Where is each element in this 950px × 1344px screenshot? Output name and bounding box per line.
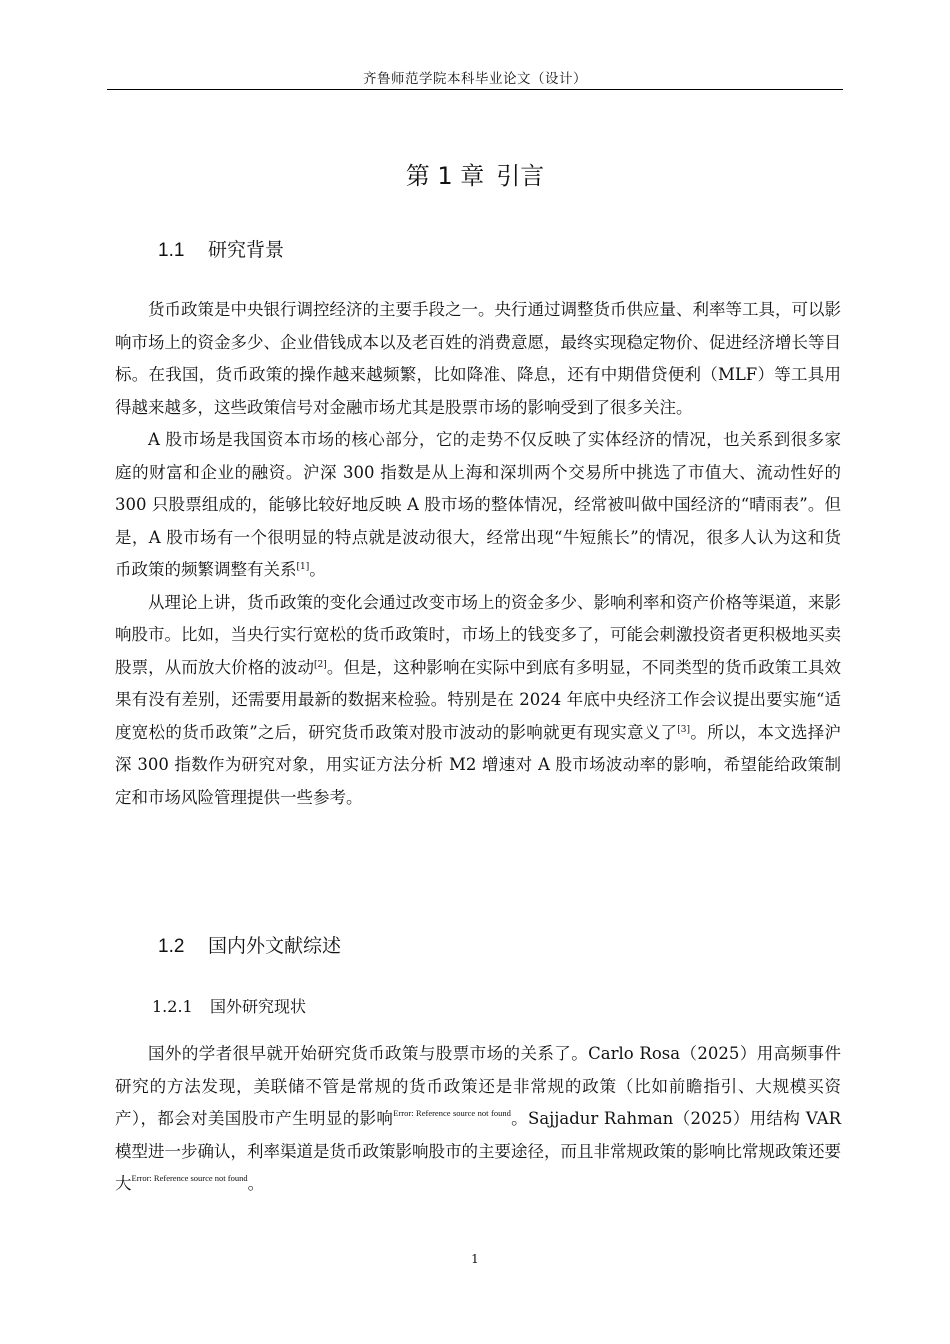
header-rule	[107, 89, 843, 90]
paragraph-text: 。所以，本文选择沪深 300 指数作为研究对象，用实证方法分析 M2 增速对 A 股市场波动率的影响，希望能给政策制定和市场风险管理提供一些参考。	[115, 722, 842, 807]
citation-marker: [2]	[314, 659, 327, 670]
chapter-name: 引言	[496, 162, 545, 190]
paragraph-text: 。	[247, 1174, 265, 1193]
page-number: 1	[471, 1252, 479, 1266]
paragraph-text: 。	[309, 560, 326, 579]
paragraph-text: 货币政策是中央银行调控经济的主要手段之一。央行通过调整货币供应量、利率等工具，可以影响市场上的资金多少、企业借钱成本以及老百姓的消费意愿，最终实现稳定物价、促进经济增长等目标。在我国，货币政策的操作越来越频繁，比如降准、降息，还有中期借贷便利（MLF）等工具用得越来越多，这些政策信号对金融市场尤其是股票市场的影响受到了很多关注。	[115, 300, 841, 417]
chapter-number: 第 1 章	[405, 162, 485, 190]
paragraph	[115, 587, 841, 815]
running-header: 齐鲁师范学院本科毕业论文（设计）	[363, 71, 587, 87]
chapter-title	[107, 156, 843, 196]
section-title: 研究背景	[208, 239, 285, 261]
paragraph	[115, 1038, 841, 1201]
paragraph-text: A 股市场是我国资本市场的核心部分，它的走势不仅反映了实体经济的情况，也关系到很多家庭的财富和企业的融资。沪深 300 指数是从上海和深圳两个交易所中挑选了市值大、流动性好的 300 只股票组成的，能够比较好地反映 A 股市场的整体情况，经常被叫做中国经济的“晴雨表”。但是，A 股市场有一个很明显的特点就是波动很大，经常出现“牛短熊长”的情况，很多人认为这和货币政策的频繁调整有关系	[115, 430, 841, 579]
section-title: 国内外文献综述	[208, 935, 342, 957]
paragraph	[115, 424, 841, 587]
section-heading-1-1	[158, 235, 284, 266]
section-1-1-body	[115, 294, 841, 814]
subsection-1-2-1-body	[115, 1038, 841, 1201]
paragraph-text: 。但是，这种影响在实际中到底有多明显，不同类型的货币政策工具效果有没有差别，还需要用最新的数据来检验。特别是在 2024 年底中央经济工作会议提出要实施“适度宽松的货币政策”之后，研究货币政策对股市波动的影响就更有现实意义了	[115, 657, 842, 742]
section-heading-1-2	[158, 931, 341, 962]
subsection-number: 1.2.1	[152, 997, 193, 1016]
section-number: 1.2	[158, 936, 185, 957]
paragraph-text: 国外的学者很早就开始研究货币政策与股票市场的关系了。Carlo Rosa（2025）用高频事件研究的方法发现，美联储不管是常规的货币政策还是非常规的政策（比如前瞻指引、大规模买资产），都会对美国股市产生明显的影响	[115, 1044, 841, 1128]
reference-error-marker: Error: Reference source not found	[393, 1108, 511, 1118]
citation-marker: [1]	[296, 562, 310, 572]
subsection-heading-1-2-1	[152, 993, 306, 1021]
reference-error-marker: Error: Reference source not found	[131, 1173, 248, 1183]
citation-marker: [3]	[677, 724, 691, 735]
paragraph	[115, 294, 841, 424]
paragraph-text: 从理论上讲，货币政策的变化会通过改变市场上的资金多少、影响利率和资产价格等渠道，来影响股市。比如，当央行实行宽松的货币政策时，市场上的钱变多了，可能会刺激投资者更积极地买卖股票，从而放大价格的波动	[115, 592, 841, 677]
paragraph-text: 。Sajjadur Rahman（2025）用结构 VAR 模型进一步确认，利率渠道是货币政策影响股市的主要途径，而且非常规政策的影响比常规政策还要大	[115, 1109, 842, 1193]
subsection-title: 国外研究现状	[210, 997, 307, 1016]
section-number: 1.1	[158, 240, 185, 261]
